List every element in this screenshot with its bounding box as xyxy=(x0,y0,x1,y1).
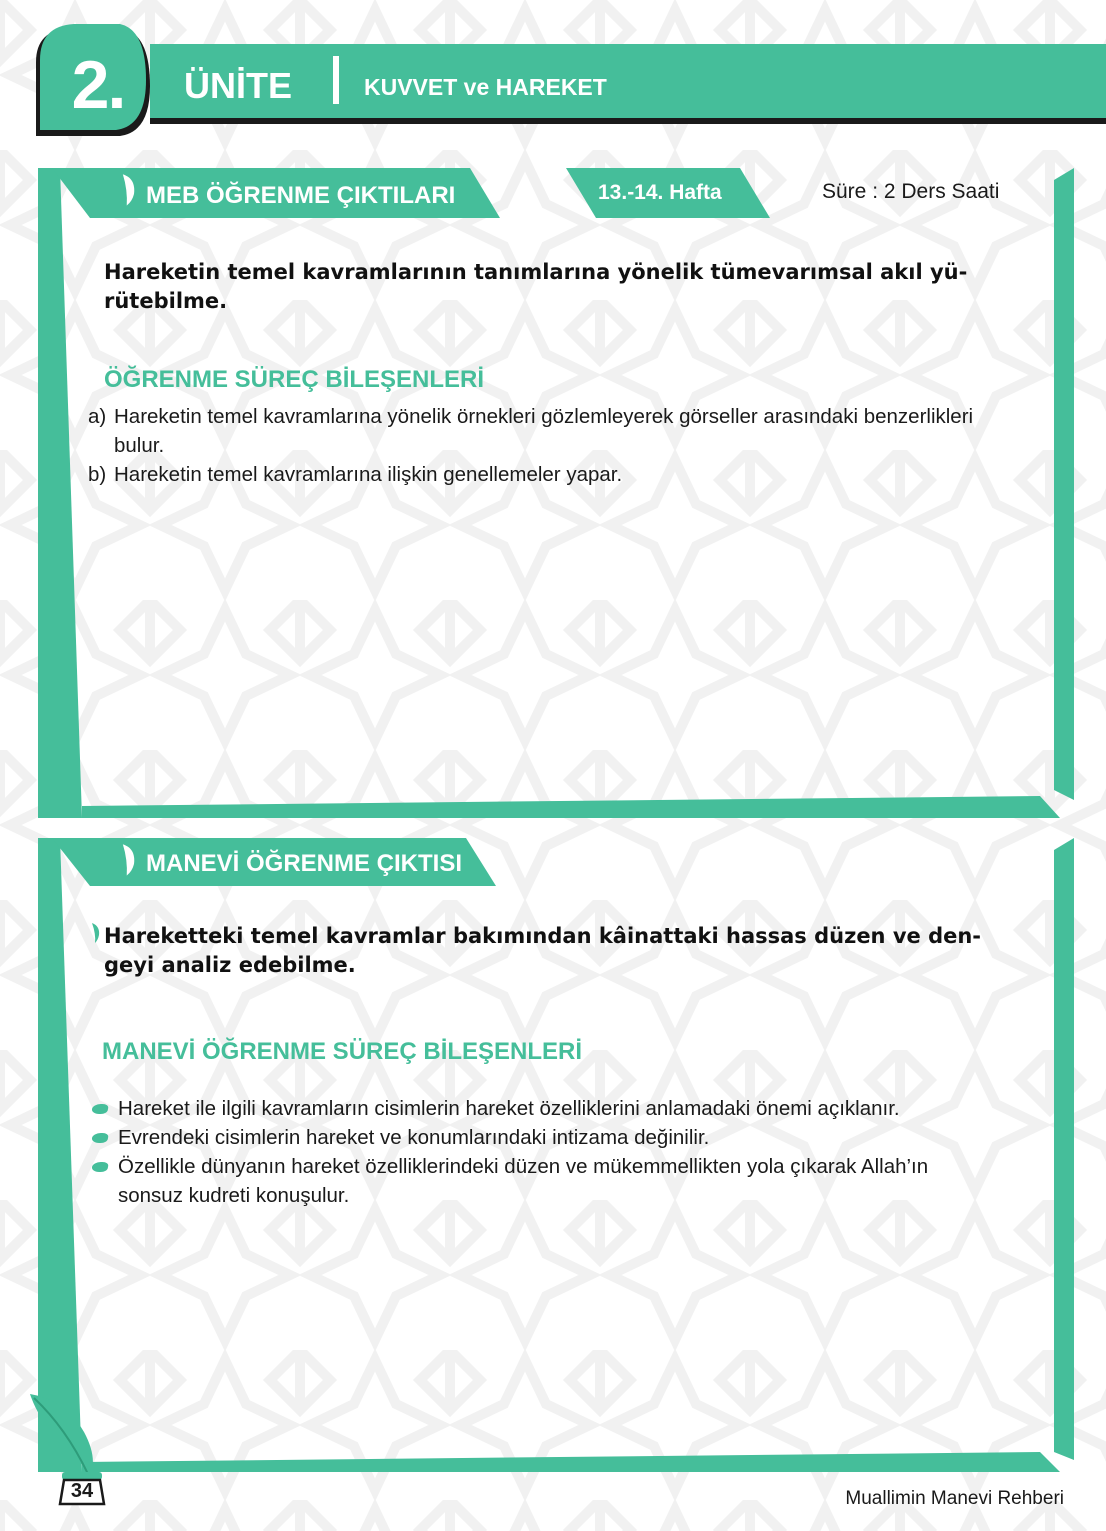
list-item-text: Hareket ile ilgili kavramların cisimlerin hareket özelliklerini anlamadaki önemi açıklanır. xyxy=(118,1097,900,1120)
duration-label: Süre : 2 Ders Saati xyxy=(822,180,1000,203)
bullet-icon xyxy=(92,1152,118,1210)
manevi-subheading: MANEVİ ÖĞRENME SÜREÇ BİLEŞENLERİ xyxy=(102,1038,583,1065)
list-item-text xyxy=(118,1152,1042,1210)
meb-outcome-line1: Hareketin temel kavramlarının tanımlarına yönelik tümevarımsal akıl yü- xyxy=(104,260,968,284)
meb-outcome xyxy=(104,258,1004,316)
list-marker: b) xyxy=(88,463,107,486)
feather-icon xyxy=(118,172,140,208)
unit-title: KUVVET ve HAREKET xyxy=(364,74,607,100)
manevi-outcome xyxy=(104,922,1004,980)
meb-banner-title: MEB ÖĞRENME ÇIKTILARI xyxy=(146,182,456,209)
list-item-text: Hareketin temel kavramlarına ilişkin genellemeler yapar. xyxy=(114,463,623,486)
feather-icon xyxy=(118,842,140,878)
book-title: Muallimin Manevi Rehberi xyxy=(845,1488,1064,1509)
list-marker: a) xyxy=(88,405,107,428)
list-item xyxy=(92,1152,1042,1210)
bullet-icon xyxy=(92,1123,118,1152)
list-item xyxy=(92,1094,1042,1123)
list-item-line2: sonsuz kudreti konuşulur. xyxy=(118,1184,350,1207)
unit-number: 2. xyxy=(71,47,125,123)
meb-subheading: ÖĞRENME SÜREÇ BİLEŞENLERİ xyxy=(104,366,485,393)
list-item xyxy=(88,402,1048,460)
manevi-outcome-line2: geyi analiz edebilme. xyxy=(104,953,356,977)
feather-icon xyxy=(90,922,102,944)
meb-component-list xyxy=(88,402,1048,489)
manevi-outcome-line1: Hareketteki temel kavramlar bakımından kâinattaki hassas düzen ve den- xyxy=(104,924,982,948)
manevi-banner-title: MANEVİ ÖĞRENME ÇIKTISI xyxy=(146,850,463,877)
week-label: 13.-14. Hafta xyxy=(598,181,722,204)
bullet-icon xyxy=(92,1094,118,1123)
list-item-line1: Hareketin temel kavramlarına yönelik örnekleri gözlemleyerek görseller arasındaki benzerlikleri xyxy=(114,405,974,428)
page-number: 34 xyxy=(70,1480,94,1502)
list-item xyxy=(88,460,1048,489)
unit-label: ÜNİTE xyxy=(184,65,292,106)
meb-outcome-line2: rütebilme. xyxy=(104,289,228,313)
list-item-line2: bulur. xyxy=(114,434,165,457)
list-item-line1: Özellikle dünyanın hareket özelliklerindeki düzen ve mükemmellikten yola çıkarak Allah’ın xyxy=(118,1155,929,1178)
manevi-component-list xyxy=(92,1094,1042,1210)
list-item xyxy=(92,1123,1042,1152)
list-item-text: Evrendeki cisimlerin hareket ve konumlarındaki intizama değinilir. xyxy=(118,1126,710,1149)
list-item-text xyxy=(114,402,1048,460)
